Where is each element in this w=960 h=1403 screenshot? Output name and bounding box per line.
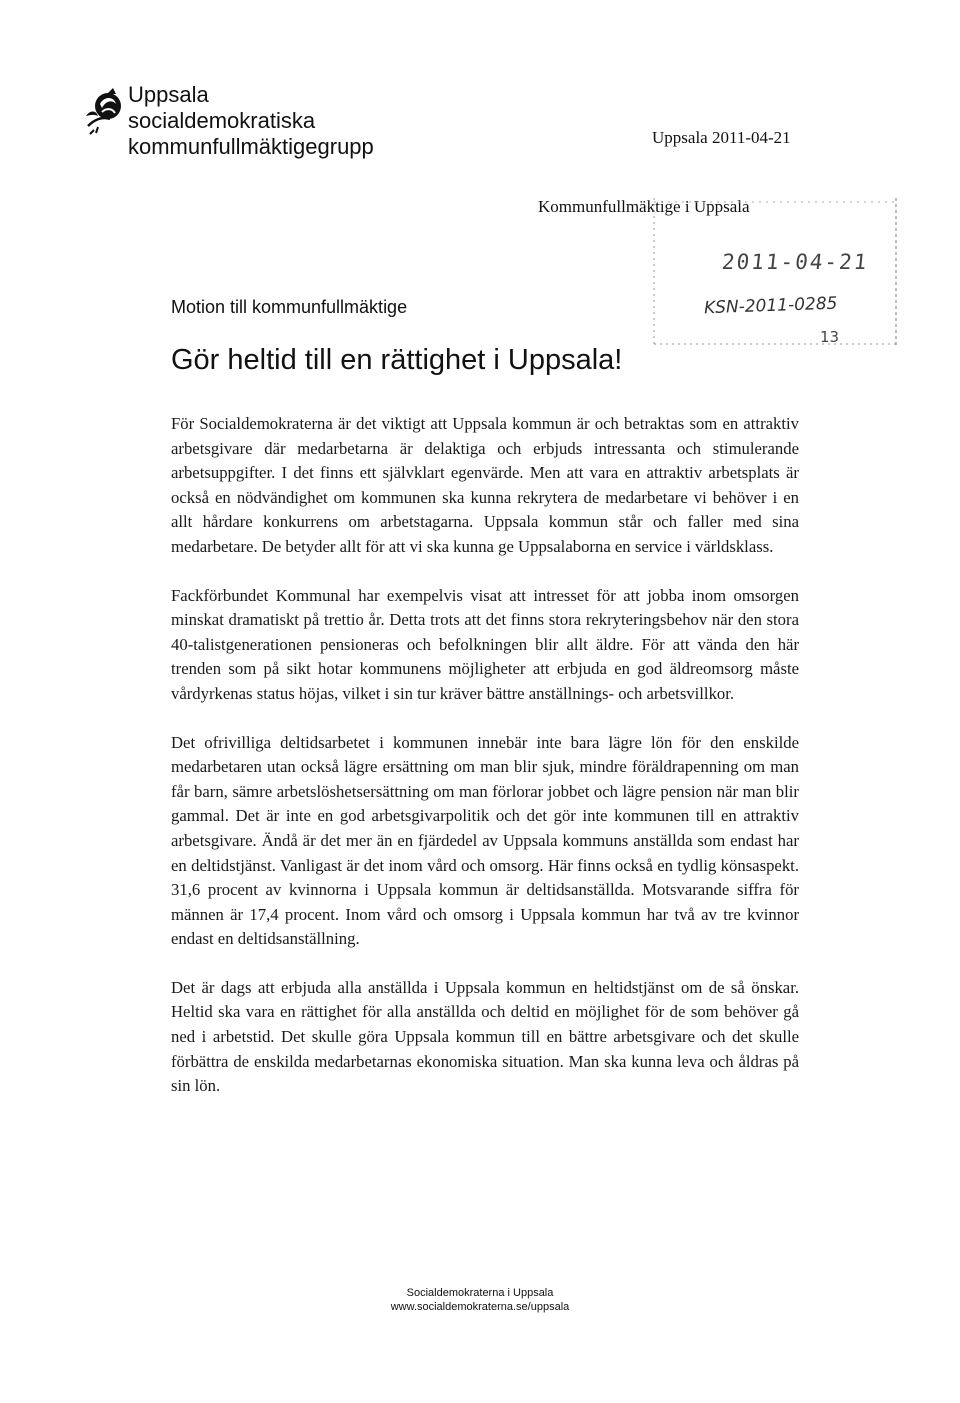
organization-name <box>128 82 374 160</box>
letter-date: Uppsala 2011-04-21 <box>652 128 791 147</box>
document-body <box>171 412 799 1123</box>
stamp-date: 2011-04-21 <box>720 250 870 274</box>
document-type: Motion till kommunfullmäktige <box>171 297 408 317</box>
paragraph-1: För Socialdemokraterna är det viktigt att Uppsala kommun är och betraktas som en attraktiv arbetsgivare där medarbetarna är delaktiga och erbjuds intressanta och stimulerande arbetsuppgifter. I det finns ett självklart egenvärde. Men att vara en attraktiv arbetsplats är också en nödvändighet om kommunen ska kunna rekrytera de medarbetare vi behöver i en allt hårdare konkurrens om arbetstagarna. Uppsala kommun står och faller med sina medarbetare. De betyder allt för att vi ska kunna ge Uppsalaborna en service i världsklass. <box>171 414 799 556</box>
stamp-reference: KSN-2011-0285 <box>703 293 838 319</box>
footer-website: www.socialdemokraterna.se/uppsala <box>390 1301 570 1313</box>
paragraph-3: Det ofrivilliga deltidsarbetet i kommunen innebär inte bara lägre lön för den enskilde medarbetaren utan också lägre ersättning om man blir sjuk, mindre föräldrapenning om man får barn, sämre arbetslöshetsersättning om man förlorar jobbet och lägre pension när man blir gammal. Det är inte en god arbetsgivarpolitik och det gör inte kommunen till en attraktiv arbetsgivare. Ändå är det mer än en fjärdedel av Uppsala kommuns anställda som endast har en deltidstjänst. Vanligast är det inom vård och omsorg. Här finns också en tydlig könsaspekt. 31,6 procent av kvinnorna i Uppsala kommun är deltidsanställda. Motsvarande siffra för männen är 17,4 procent. Inom vård och omsorg i Uppsala kommun har två av tre kvinnor endast en deltidsanställning. <box>171 732 799 949</box>
paragraph-2: Fackförbundet Kommunal har exempelvis visat att intresset för att jobba inom omsorgen minskat dramatiskt på trettio år. Detta trots att det finns stora rekryteringsbehov när den stora 40-talistgenerationen pensioneras och befolkningen blir allt äldre. För att vända den här trenden som på sikt hotar kommunens möjligheter att erbjuda en god äldreomsorg måste vårdyrkenas status höjas, vilket i sin tur kräver bättre anställnings- och arbetsvillkor. <box>171 585 799 703</box>
document-title: Gör heltid till en rättighet i Uppsala! <box>171 344 623 376</box>
org-line-3: kommunfullmäktigegrupp <box>128 134 374 159</box>
paragraph-4: Det är dags att erbjuda alla anställda i Uppsala kommun en heltidstjänst om de så önskar. Heltid ska vara en rättighet för alla anställda och deltid en möjlighet för de som behöver gå ned i arbetstid. Det skulle göra Uppsala kommun till en bättre arbetsgivare och det skulle förbättra de enskilda medarbetarnas ekonomiska situation. Man ska kunna leva och åldras på sin lön. <box>171 977 799 1096</box>
org-line-2: socialdemokratiska <box>128 108 316 133</box>
received-stamp <box>640 196 898 346</box>
stamp-number: 13 <box>820 328 840 346</box>
footer <box>0 1286 960 1314</box>
recipient: Kommunfullmäktige i Uppsala <box>538 197 750 216</box>
rose-logo-icon <box>80 86 130 136</box>
org-line-1: Uppsala <box>128 82 209 107</box>
footer-organization: Socialdemokraterna i Uppsala <box>406 1287 554 1299</box>
